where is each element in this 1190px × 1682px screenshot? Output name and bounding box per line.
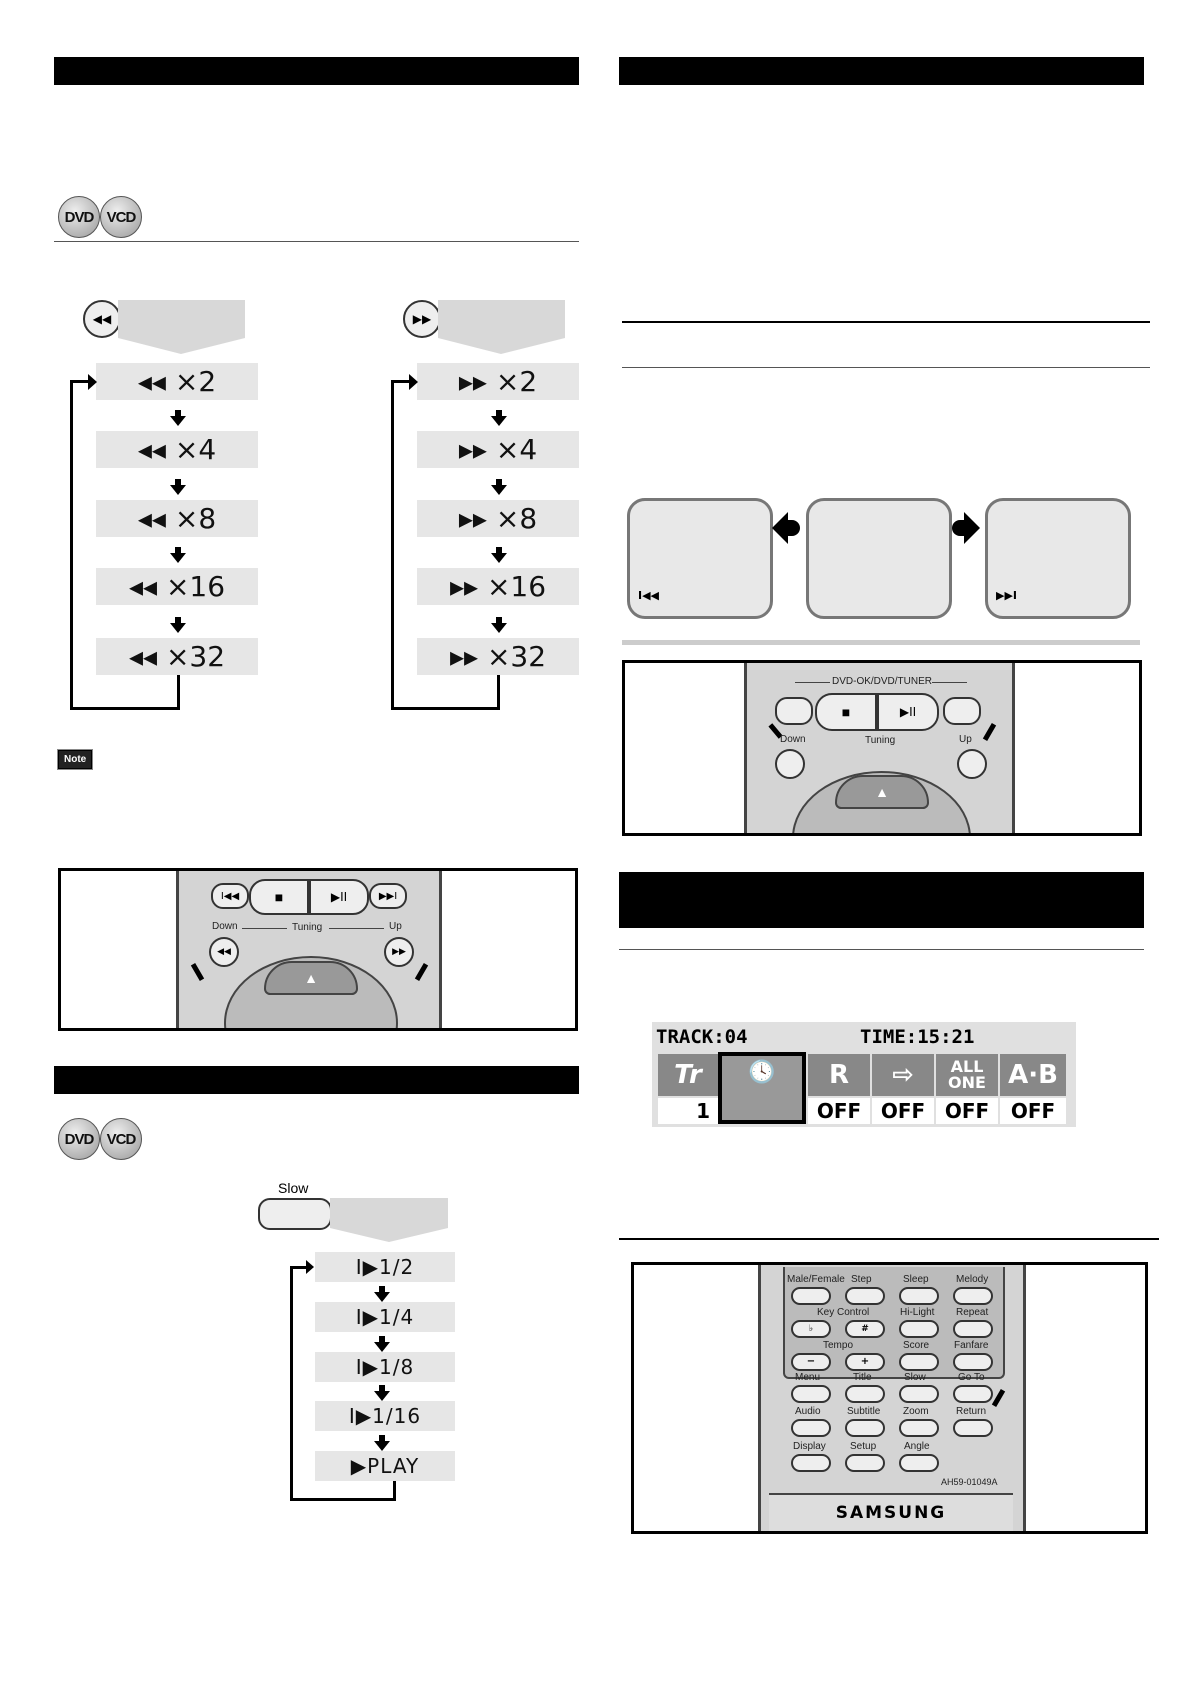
pointer-mark-icon xyxy=(992,1389,1005,1407)
stop-button[interactable] xyxy=(249,879,309,915)
melody-label: Melody xyxy=(956,1274,989,1285)
pointer-mark-icon xyxy=(415,963,428,981)
slow-label: Slow xyxy=(904,1372,926,1383)
prev-track-icon: I◀◀ xyxy=(638,589,660,602)
vcd-disc-icon: VCD xyxy=(100,1118,142,1160)
section-header-bar-skip xyxy=(619,57,1144,85)
divider xyxy=(622,367,1150,368)
section-header-bar-search xyxy=(54,57,579,85)
dvd-disc-icon: DVD xyxy=(58,1118,100,1160)
tempo-minus-button[interactable] xyxy=(791,1353,831,1371)
section-header-bar-slow xyxy=(54,1066,579,1094)
title-button[interactable] xyxy=(845,1385,885,1403)
display-button[interactable] xyxy=(791,1454,831,1472)
sleep-button[interactable] xyxy=(899,1287,939,1305)
arrow-down-icon xyxy=(374,1342,390,1352)
male-female-button[interactable] xyxy=(791,1287,831,1305)
osd-allone-value: OFF xyxy=(936,1098,998,1124)
arrow-down-icon xyxy=(170,553,186,563)
arrow-left-icon xyxy=(772,512,788,544)
go-to-label: Go To xyxy=(958,1372,985,1383)
arrow-down-icon xyxy=(170,485,186,495)
return-button[interactable] xyxy=(953,1419,993,1437)
sleep-label: Sleep xyxy=(903,1274,929,1285)
rev-step-32: ◂◂ ×32 xyxy=(96,638,258,675)
zoom-label: Zoom xyxy=(903,1406,929,1417)
arrow-down-icon xyxy=(374,1441,390,1451)
slow-button-label: Slow xyxy=(278,1180,309,1196)
osd-display xyxy=(652,1022,1076,1127)
fanfare-label: Fanfare xyxy=(954,1340,989,1351)
stop-icon: ■ xyxy=(274,889,284,905)
fast-forward-icon: ▶▶ xyxy=(412,312,432,326)
subtitle-label: Subtitle xyxy=(847,1406,881,1417)
display-label: Display xyxy=(793,1441,826,1452)
pointer-mark-icon xyxy=(983,723,996,741)
remote-panel-goto xyxy=(631,1262,1148,1534)
note-badge: Note xyxy=(58,750,92,769)
fwd-step-8: ▸▸ ×8 xyxy=(417,500,579,537)
down-label: Down xyxy=(212,921,238,932)
tv-screen-prev xyxy=(627,498,773,619)
section-header-bar-goto xyxy=(619,872,1144,928)
remote-body xyxy=(758,1265,1026,1534)
slow-loop-line xyxy=(290,1498,396,1501)
next-track-button[interactable] xyxy=(943,697,981,725)
next-icon: ▶▶I xyxy=(378,890,398,902)
fanfare-button[interactable] xyxy=(953,1353,993,1371)
osd-ab-cell[interactable]: A·B xyxy=(1000,1054,1066,1096)
angle-button[interactable] xyxy=(899,1454,939,1472)
fwd-step-16: ▸▸ ×16 xyxy=(417,568,579,605)
dvd-tuner-label: DVD-OK/DVD/TUNER xyxy=(832,676,933,687)
arrow-right-icon xyxy=(306,1260,314,1274)
arrow-down-icon xyxy=(374,1391,390,1401)
osd-allone-cell[interactable]: ALL ONE xyxy=(936,1054,998,1096)
osd-ab-value: OFF xyxy=(1000,1098,1066,1124)
key-flat-button[interactable] xyxy=(791,1320,831,1338)
remote-panel-search xyxy=(58,868,578,1031)
audio-label: Audio xyxy=(795,1406,821,1417)
divider xyxy=(54,241,579,242)
rev-callout xyxy=(118,300,245,338)
audio-button[interactable] xyxy=(791,1419,831,1437)
rewind-button[interactable] xyxy=(775,749,805,779)
up-label: Up xyxy=(959,734,972,745)
male-female-label: Male/Female xyxy=(787,1274,845,1285)
rev-loop-line xyxy=(70,707,180,710)
fwd-step-2: ▸▸ ×2 xyxy=(417,363,579,400)
divider-gray xyxy=(622,640,1140,645)
arrow-right-icon: ⇨ xyxy=(892,1060,914,1090)
rewind-icon: ◀◀ xyxy=(217,947,231,957)
slow-step-1-16: I▶1/16 xyxy=(315,1401,455,1431)
osd-clock-cell[interactable] xyxy=(718,1052,806,1124)
angle-label: Angle xyxy=(904,1441,930,1452)
key-control-label: Key Control xyxy=(817,1307,870,1318)
melody-button[interactable] xyxy=(953,1287,993,1305)
rev-loop-line xyxy=(177,675,180,710)
tuning-label: Tuning xyxy=(865,735,896,746)
fwd-loop-line xyxy=(391,380,394,710)
fwd-callout-arrow xyxy=(438,338,565,354)
tempo-plus-button[interactable] xyxy=(845,1353,885,1371)
slow-step-play: ▶PLAY xyxy=(315,1451,455,1481)
dvd-disc-icon: DVD xyxy=(58,196,100,238)
rev-loop-line xyxy=(70,380,73,710)
down-label: Down xyxy=(780,734,806,745)
rev-button-icon xyxy=(83,300,121,338)
rev-callout-arrow xyxy=(118,338,245,354)
setup-button[interactable] xyxy=(845,1454,885,1472)
arrow-down-icon xyxy=(170,623,186,633)
fast-forward-button[interactable] xyxy=(384,937,414,967)
stop-icon: ■ xyxy=(841,704,851,720)
fwd-button-icon xyxy=(403,300,441,338)
remote-panel-skip xyxy=(622,660,1142,836)
arrow-down-icon xyxy=(491,416,507,426)
slow-callout xyxy=(330,1198,448,1228)
stop-button[interactable] xyxy=(815,693,877,731)
hi-light-button[interactable] xyxy=(899,1320,939,1338)
osd-repeat-value: OFF xyxy=(808,1098,870,1124)
clock-icon: 🕓 xyxy=(748,1060,776,1085)
step-button[interactable] xyxy=(845,1287,885,1305)
repeat-button[interactable] xyxy=(953,1320,993,1338)
fwd-loop-line xyxy=(391,380,411,383)
play-pause-icon: ▶II xyxy=(330,890,348,904)
divider xyxy=(622,321,1150,323)
osd-title-value: 1 xyxy=(658,1098,718,1124)
arrow-down-icon xyxy=(374,1292,390,1302)
key-sharp-button[interactable] xyxy=(845,1320,885,1338)
up-arrow-button[interactable]: ▲ xyxy=(264,961,358,995)
osd-repeat-cell[interactable]: R xyxy=(808,1054,870,1096)
score-label: Score xyxy=(903,1340,930,1351)
plus-icon: + xyxy=(860,1356,870,1367)
slow-step-1-8: I▶1/8 xyxy=(315,1352,455,1382)
fwd-loop-line xyxy=(391,707,500,710)
pointer-mark-icon xyxy=(191,963,204,981)
arrow-down-icon xyxy=(491,485,507,495)
repeat-label: Repeat xyxy=(956,1307,989,1318)
rev-step-2: ◂◂ ×2 xyxy=(96,363,258,400)
next-track-button[interactable] xyxy=(369,883,407,909)
slow-step-1-4: I▶1/4 xyxy=(315,1302,455,1332)
tempo-label: Tempo xyxy=(823,1340,854,1351)
arrow-right-icon xyxy=(88,374,97,390)
go-to-button[interactable] xyxy=(953,1385,993,1403)
arrow-down-icon xyxy=(491,623,507,633)
rev-step-4: ◂◂ ×4 xyxy=(96,431,258,468)
slow-button[interactable] xyxy=(258,1198,332,1230)
arrow-down-icon xyxy=(491,553,507,563)
fwd-loop-line xyxy=(497,675,500,710)
fast-forward-button[interactable] xyxy=(957,749,987,779)
flat-icon: ♭ xyxy=(808,1324,814,1334)
divider xyxy=(619,949,1144,950)
menu-label: Menu xyxy=(795,1372,821,1383)
slow-callout-arrow xyxy=(330,1228,448,1242)
fwd-callout xyxy=(438,300,565,338)
osd-time-label: TIME:15:21 xyxy=(860,1026,975,1048)
play-pause-button[interactable] xyxy=(877,693,939,731)
osd-track-label: TRACK:04 xyxy=(656,1026,748,1048)
rev-step-8: ◂◂ ×8 xyxy=(96,500,258,537)
brand-plate xyxy=(769,1493,1013,1531)
return-label: Return xyxy=(956,1406,987,1417)
slow-button[interactable] xyxy=(899,1385,939,1403)
divider xyxy=(619,1238,1159,1240)
tv-screen-current xyxy=(806,498,952,619)
zoom-button[interactable] xyxy=(899,1419,939,1437)
hi-light-label: Hi-Light xyxy=(900,1307,935,1318)
vcd-disc-icon: VCD xyxy=(100,196,142,238)
slow-step-1-2: I▶1/2 xyxy=(315,1252,455,1282)
minus-icon: − xyxy=(806,1356,816,1367)
osd-arrow-cell[interactable] xyxy=(872,1054,934,1096)
tuning-line xyxy=(329,928,384,929)
arrow-down-icon xyxy=(170,416,186,426)
remote-body xyxy=(176,871,442,1031)
subtitle-button[interactable] xyxy=(845,1419,885,1437)
samsung-logo: SAMSUNG xyxy=(835,1503,947,1523)
sharp-icon: # xyxy=(861,1324,869,1334)
model-number: AH59-01049A xyxy=(941,1477,998,1487)
osd-arrow-value: OFF xyxy=(872,1098,934,1124)
step-label: Step xyxy=(851,1274,872,1285)
rewind-button[interactable] xyxy=(209,937,239,967)
setup-label: Setup xyxy=(850,1441,877,1452)
fwd-step-4: ▸▸ ×4 xyxy=(417,431,579,468)
arrow-left-icon-tail xyxy=(788,520,800,536)
up-arrow-button[interactable]: ▲ xyxy=(835,775,929,809)
prev-track-button[interactable] xyxy=(775,697,813,725)
next-track-icon: ▶▶I xyxy=(996,589,1018,602)
fwd-step-32: ▸▸ ×32 xyxy=(417,638,579,675)
arrow-right-icon xyxy=(964,512,980,544)
header-bracket xyxy=(795,682,830,683)
score-button[interactable] xyxy=(899,1353,939,1371)
menu-button[interactable] xyxy=(791,1385,831,1403)
rewind-icon: ◀◀ xyxy=(92,312,112,326)
up-label: Up xyxy=(389,921,402,932)
arrow-right-icon-tail xyxy=(952,520,964,536)
prev-icon: I◀◀ xyxy=(220,890,240,902)
slow-loop-line xyxy=(290,1266,293,1501)
tuning-label: Tuning xyxy=(292,922,323,933)
remote-body xyxy=(744,663,1015,835)
osd-title-cell[interactable]: Tr xyxy=(658,1054,718,1096)
rev-loop-line xyxy=(70,380,90,383)
fast-forward-icon: ▶▶ xyxy=(392,947,406,957)
arrow-right-icon xyxy=(409,374,418,390)
play-pause-icon: ▶II xyxy=(899,705,917,719)
prev-track-button[interactable] xyxy=(211,883,249,909)
play-pause-button[interactable] xyxy=(309,879,369,915)
header-bracket xyxy=(932,682,967,683)
tuning-line xyxy=(242,928,287,929)
title-label: Title xyxy=(853,1372,872,1383)
rev-step-16: ◂◂ ×16 xyxy=(96,568,258,605)
tv-screen-next xyxy=(985,498,1131,619)
